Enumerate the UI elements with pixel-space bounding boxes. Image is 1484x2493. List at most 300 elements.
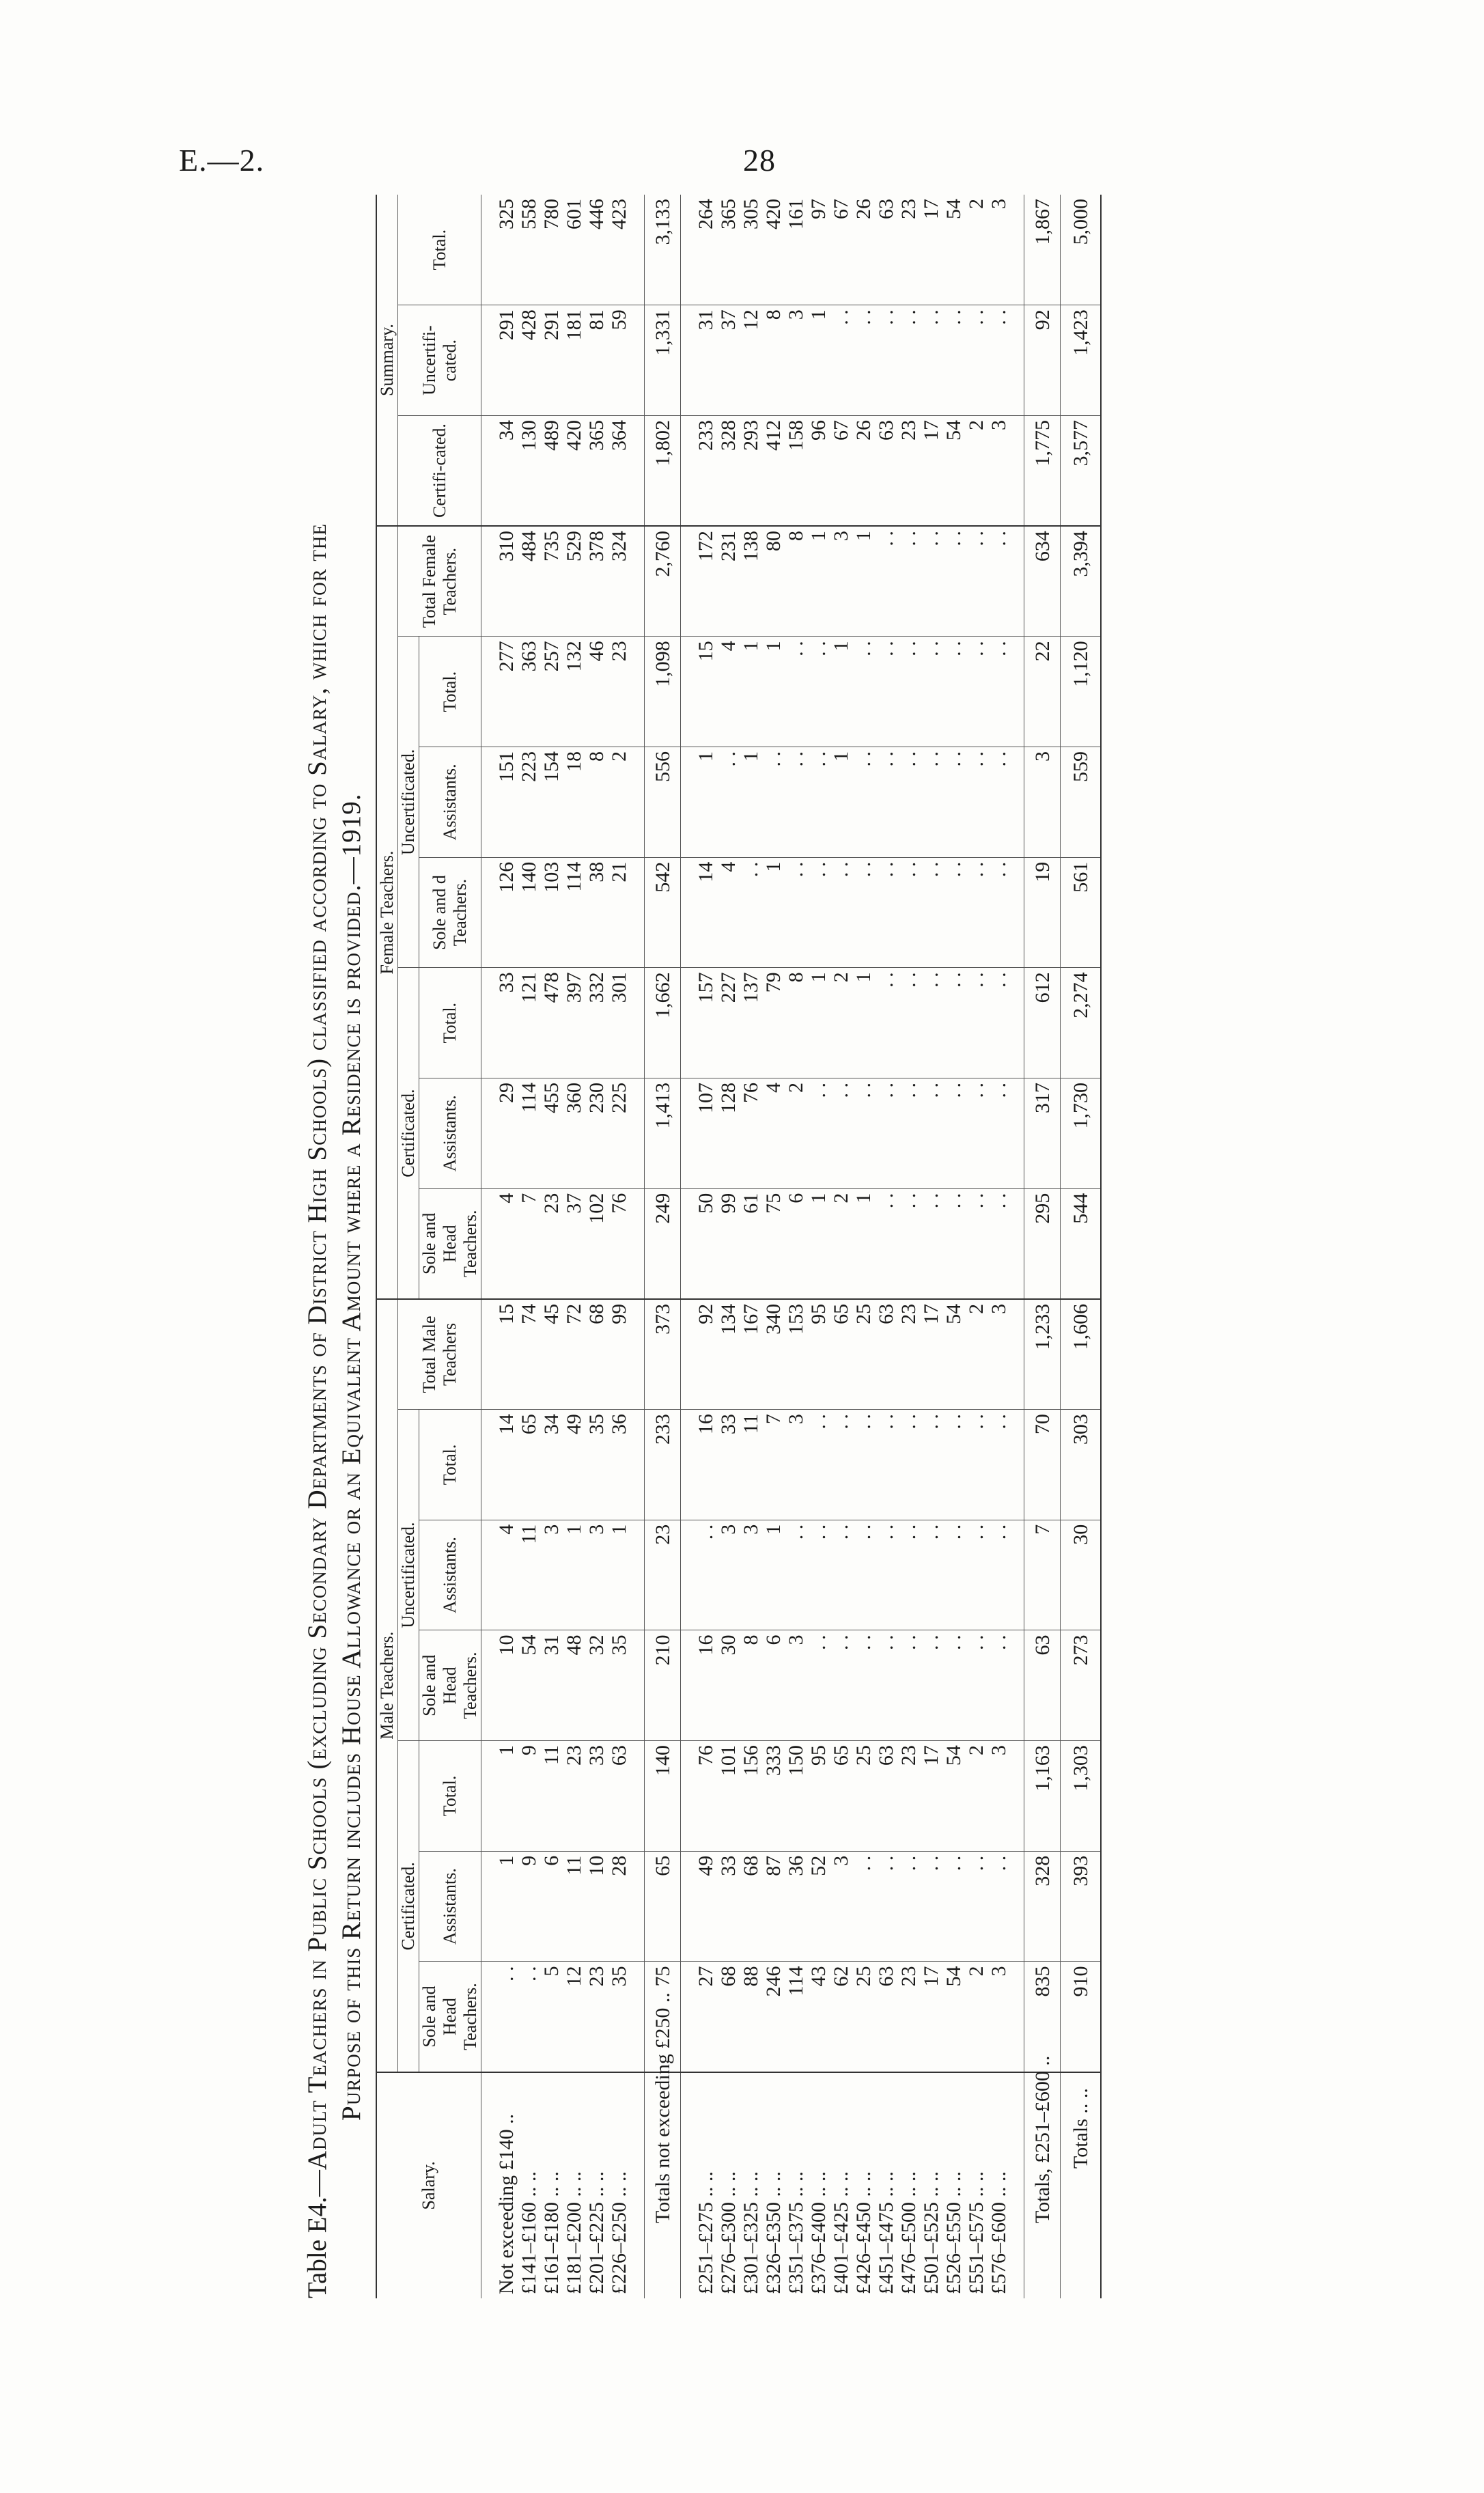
col-female-certificated: Certificated. [398, 968, 419, 1299]
table-cell: 63 [608, 1741, 630, 1852]
table-cell: . . [717, 747, 740, 858]
row-label: £326–£350 .. .. [762, 2171, 785, 2294]
table-cell: . . [988, 1851, 1010, 1962]
table-cell: 835 [1024, 1962, 1061, 2072]
table-cell: 54 [942, 1962, 965, 2072]
table-cell: 8 [785, 526, 807, 637]
table-cell: 246 [762, 1962, 785, 2072]
table-cell: . . [988, 1630, 1010, 1741]
table-cell: 1 [563, 1520, 585, 1630]
table-cell: . . [920, 637, 942, 747]
table-cell: 1,303 [1061, 1741, 1102, 1852]
row-label: £301–£325 .. .. [740, 2171, 762, 2294]
table-cell: . . [518, 1962, 540, 2072]
col-female-unc-assistants: Assistants. [419, 747, 481, 858]
table-cell: 2 [965, 1741, 988, 1852]
table-cell: . . [988, 305, 1010, 416]
table-cell: 2,274 [1061, 968, 1102, 1078]
col-female-teachers: Female Teachers. [376, 526, 398, 1299]
row-label: £226–£250 .. .. [608, 2171, 630, 2294]
table-cell: 23 [897, 1962, 920, 2072]
table-cell: 1 [608, 1520, 630, 1630]
table-cell: 81 [585, 305, 608, 416]
table-cell: 233 [645, 1410, 681, 1520]
table-cell: 63 [875, 1299, 897, 1410]
table-cell: 303 [1061, 1410, 1102, 1520]
table-cell: 76 [740, 1078, 762, 1189]
row-label: £426–£450 .. .. [852, 2171, 875, 2294]
table-cell: 23 [540, 1188, 563, 1299]
table-cell: 76 [695, 1741, 717, 1852]
table-cell: 167 [740, 1299, 762, 1410]
col-male-cert-sole-head: Sole and Head Teachers. [419, 1962, 481, 2072]
table-cell: 227 [717, 968, 740, 1078]
table-cell: 35 [608, 1962, 630, 2072]
table-cell: 63 [875, 195, 897, 305]
table-cell: 2 [965, 1962, 988, 2072]
table-cell: . . [988, 1078, 1010, 1189]
table-cell: 363 [518, 637, 540, 747]
table-cell: 1 [807, 526, 830, 637]
table-cell: 3 [785, 305, 807, 416]
table-cell: 264 [695, 195, 717, 305]
table-cell: 9 [518, 1851, 540, 1962]
table-cell: 22 [1024, 637, 1061, 747]
rotated-table-sheet [300, 195, 1209, 2298]
table-cell: 72 [563, 1299, 585, 1410]
table-cell: 1 [830, 637, 852, 747]
table-cell: 1 [807, 305, 830, 416]
table-cell: . . [942, 857, 965, 968]
caption-line-1: Adult Teachers in Public Schools (excluding Secondary Departments of District High Schools) classified according to Salary, which for the [303, 523, 332, 2171]
table-cell: 92 [695, 1299, 717, 1410]
table-cell: 3 [988, 415, 1010, 526]
table-cell: . . [988, 526, 1010, 637]
table-cell: 3 [988, 1299, 1010, 1410]
table-cell: 373 [645, 1299, 681, 1410]
table-cell: . . [875, 1851, 897, 1962]
table-cell: 273 [1061, 1630, 1102, 1741]
table-cell: 23 [897, 1299, 920, 1410]
table-cell: 36 [608, 1410, 630, 1520]
table-cell: 181 [563, 305, 585, 416]
col-male-teachers: Male Teachers. [376, 1299, 398, 2072]
table-cell: . . [920, 1410, 942, 1520]
table-cell: 1,606 [1061, 1299, 1102, 1410]
table-cell: 79 [762, 968, 785, 1078]
table-cell: 4 [762, 1078, 785, 1189]
table-cell: 61 [740, 1188, 762, 1299]
table-cell: 65 [518, 1410, 540, 1520]
table-cell: 130 [518, 415, 540, 526]
table-row [942, 195, 965, 2298]
table-cell: 378 [585, 526, 608, 637]
table-row [717, 195, 740, 2298]
table-cell: 68 [585, 1299, 608, 1410]
table-row [988, 195, 1010, 2298]
table-cell: 15 [695, 637, 717, 747]
table-cell: 54 [518, 1630, 540, 1741]
table-cell: 1,098 [645, 637, 681, 747]
table-cell: . . [897, 1410, 920, 1520]
table-cell: . . [897, 637, 920, 747]
table-row [785, 195, 807, 2298]
table-cell: 46 [585, 637, 608, 747]
col-female-unc-total: Total. [419, 637, 481, 747]
table-cell: 249 [645, 1188, 681, 1299]
table-cell: 1,730 [1061, 1078, 1102, 1189]
row-label: £376–£400 .. .. [807, 2171, 830, 2294]
row-label: £451–£475 .. .. [875, 2171, 897, 2294]
col-total-female: Total Female Teachers. [398, 526, 481, 637]
table-cell: 114 [563, 857, 585, 968]
table-cell: 30 [717, 1630, 740, 1741]
table-caption [300, 195, 369, 2298]
table-cell: 11 [740, 1410, 762, 1520]
col-male-cert-total: Total. [419, 1741, 481, 1852]
table-cell: 3 [830, 526, 852, 637]
table-cell: . . [988, 857, 1010, 968]
table-cell: . . [942, 1188, 965, 1299]
row-label: £161–£180 .. .. [540, 2171, 563, 2294]
table-cell: 63 [875, 1962, 897, 2072]
table-cell: 1,802 [645, 415, 681, 526]
table-cell: 23 [563, 1741, 585, 1852]
table-cell: 559 [1061, 747, 1102, 858]
table-cell: 561 [1061, 857, 1102, 968]
table-cell: . . [807, 747, 830, 858]
table-cell: . . [920, 1078, 942, 1189]
table-cell: 99 [608, 1299, 630, 1410]
table-row [875, 195, 897, 2298]
table-cell: . . [920, 526, 942, 637]
table-cell: 14 [695, 857, 717, 968]
table-cell: 95 [807, 1741, 830, 1852]
table-cell: 88 [740, 1962, 762, 2072]
table-cell: 4 [495, 1188, 518, 1299]
table-cell: 140 [518, 857, 540, 968]
table-cell: 158 [785, 415, 807, 526]
table-cell: 1,233 [1024, 1299, 1061, 1410]
table-cell: 3 [988, 1741, 1010, 1852]
row-label: £276–£300 .. .. [717, 2171, 740, 2294]
table-cell: 12 [563, 1962, 585, 2072]
col-total-male: Total Male Teachers [398, 1299, 481, 1410]
table-cell: 31 [695, 305, 717, 416]
table-row [852, 195, 875, 2298]
table-cell: 397 [563, 968, 585, 1078]
table-cell: 6 [785, 1188, 807, 1299]
table-cell: . . [965, 968, 988, 1078]
table-cell: 277 [495, 637, 518, 747]
table-cell: . . [875, 526, 897, 637]
table-cell: 45 [540, 1299, 563, 1410]
table-cell: 3 [740, 1520, 762, 1630]
table-cell: 2 [785, 1078, 807, 1189]
table-cell: 1 [807, 968, 830, 1078]
row-label: £251–£275 .. .. [695, 2171, 717, 2294]
table-cell: . . [897, 968, 920, 1078]
table-cell: 32 [585, 1630, 608, 1741]
table-row [495, 195, 518, 2298]
table-cell: 2 [830, 968, 852, 1078]
table-cell: 2,760 [645, 526, 681, 637]
table-cell: . . [920, 747, 942, 858]
col-summary-certificated: Certifi-cated. [398, 415, 481, 526]
table-cell: 75 [762, 1188, 785, 1299]
table-cell: . . [988, 1520, 1010, 1630]
row-label: £501–£525 .. .. [920, 2171, 942, 2294]
table-cell: 3 [585, 1520, 608, 1630]
table-cell: 28 [608, 1851, 630, 1962]
table-cell: 3 [785, 1410, 807, 1520]
table-cell: . . [875, 857, 897, 968]
table-cell: 65 [830, 1741, 852, 1852]
table-cell: 10 [585, 1851, 608, 1962]
table-cell: 3,577 [1061, 415, 1102, 526]
table-cell: 101 [717, 1741, 740, 1852]
table-cell: 1 [740, 747, 762, 858]
table-cell: 3 [1024, 747, 1061, 858]
table-cell: 30 [1061, 1520, 1102, 1630]
table-cell: 3 [988, 1962, 1010, 2072]
table-cell: 3 [988, 195, 1010, 305]
table-cell: 3 [717, 1520, 740, 1630]
col-female-uncertificated: Uncertificated. [398, 637, 419, 968]
table-cell: 29 [495, 1078, 518, 1189]
table-cell: 556 [645, 747, 681, 858]
table-cell: 1,331 [645, 305, 681, 416]
table-cell: 1,662 [645, 968, 681, 1078]
table-cell: 63 [875, 1741, 897, 1852]
table-cell: 6 [762, 1630, 785, 1741]
table-cell: 74 [518, 1299, 540, 1410]
table-cell: . . [897, 1520, 920, 1630]
table-cell: 43 [807, 1962, 830, 2072]
table-cell: . . [785, 637, 807, 747]
table-body [481, 195, 1102, 2298]
table-cell: 23 [585, 1962, 608, 2072]
table-cell: 423 [608, 195, 630, 305]
table-cell: . . [852, 857, 875, 968]
table-cell: 1 [495, 1851, 518, 1962]
table-cell: 4 [717, 637, 740, 747]
col-male-uncertificated: Uncertificated. [398, 1410, 419, 1741]
table-cell: 612 [1024, 968, 1061, 1078]
table-cell: 65 [830, 1299, 852, 1410]
table-cell: 1,413 [645, 1078, 681, 1189]
table-cell: . . [942, 968, 965, 1078]
table-cell: 7 [518, 1188, 540, 1299]
table-cell: 95 [807, 1299, 830, 1410]
table-cell: 54 [942, 195, 965, 305]
table-cell: 75 [645, 1962, 681, 2072]
table-cell: 2 [608, 747, 630, 858]
table-cell: 23 [645, 1520, 681, 1630]
row-label: £201–£225 .. .. [585, 2171, 608, 2294]
table-cell: 3 [540, 1520, 563, 1630]
table-cell: 317 [1024, 1078, 1061, 1189]
table-cell: 340 [762, 1299, 785, 1410]
table-cell: 59 [608, 305, 630, 416]
table-cell: 910 [1061, 1962, 1102, 2072]
table-cell: 161 [785, 195, 807, 305]
table-cell: 1 [852, 968, 875, 1078]
table-cell: . . [852, 1630, 875, 1741]
table-cell: 324 [608, 526, 630, 637]
table-cell: 15 [495, 1299, 518, 1410]
table-cell: 150 [785, 1741, 807, 1852]
table-cell: 121 [518, 968, 540, 1078]
table-cell: 35 [608, 1630, 630, 1741]
table-row [830, 195, 852, 2298]
table-cell: 780 [540, 195, 563, 305]
table-cell: 33 [717, 1410, 740, 1520]
table-cell: . . [920, 1630, 942, 1741]
table-cell: 233 [695, 415, 717, 526]
table-cell: 3 [830, 1851, 852, 1962]
table-cell: 420 [762, 195, 785, 305]
salary-table [376, 195, 1102, 2298]
table-cell: 1 [695, 747, 717, 858]
table-cell: . . [852, 1410, 875, 1520]
table-cell: . . [495, 1962, 518, 2072]
table-cell: . . [785, 747, 807, 858]
table-cell: . . [807, 857, 830, 968]
table-cell: 128 [717, 1078, 740, 1189]
table-cell: 25 [852, 1741, 875, 1852]
table-cell: 19 [1024, 857, 1061, 968]
table-cell: 23 [897, 1741, 920, 1852]
table-cell: . . [965, 1410, 988, 1520]
table-cell: 393 [1061, 1851, 1102, 1962]
table-cell: 529 [563, 526, 585, 637]
table-cell: 3,133 [645, 195, 681, 305]
table-cell: 735 [540, 526, 563, 637]
table-cell: . . [875, 305, 897, 416]
table-cell: 172 [695, 526, 717, 637]
table-row [563, 195, 585, 2298]
table-cell: 126 [495, 857, 518, 968]
row-label: Totals .. .. [1061, 2072, 1102, 2298]
table-cell: 6 [540, 1851, 563, 1962]
table-cell: 446 [585, 195, 608, 305]
table-cell: . . [897, 1078, 920, 1189]
table-cell: . . [942, 526, 965, 637]
table-cell: 428 [518, 305, 540, 416]
table-cell: 33 [585, 1741, 608, 1852]
table-cell: 1 [762, 1520, 785, 1630]
table-cell: 301 [608, 968, 630, 1078]
table-cell: . . [830, 1630, 852, 1741]
table-cell: . . [942, 305, 965, 416]
table-cell: . . [942, 1520, 965, 1630]
table-cell: 7 [1024, 1520, 1061, 1630]
table-row [585, 195, 608, 2298]
row-label: Not exceeding £140 .. [495, 2113, 518, 2294]
row-label: £401–£425 .. .. [830, 2171, 852, 2294]
col-female-unc-sole-head: Sole and d Teachers. [419, 857, 481, 968]
table-cell: 1 [495, 1741, 518, 1852]
table-cell: 25 [852, 1962, 875, 2072]
caption-table-number: Table E4.— [303, 2170, 332, 2298]
table-cell: 10 [495, 1630, 518, 1741]
table-cell: . . [965, 857, 988, 968]
table-cell: 5 [540, 1962, 563, 2072]
table-cell: . . [695, 1520, 717, 1630]
table-cell: 305 [740, 195, 762, 305]
table-cell: . . [988, 968, 1010, 1078]
table-cell: . . [942, 1851, 965, 1962]
table-cell: 295 [1024, 1188, 1061, 1299]
table-cell: 5,000 [1061, 195, 1102, 305]
row-label: £526–£550 .. .. [942, 2171, 965, 2294]
table-cell: 17 [920, 195, 942, 305]
table-cell: 1,163 [1024, 1741, 1061, 1852]
table-cell: . . [920, 1520, 942, 1630]
table-cell: 54 [942, 1741, 965, 1852]
col-salary: Salary. [376, 2072, 481, 2298]
table-cell: 157 [695, 968, 717, 1078]
row-label: £351–£375 .. .. [785, 2171, 807, 2294]
table-cell: . . [920, 305, 942, 416]
table-cell: . . [965, 305, 988, 416]
table-cell: 11 [518, 1520, 540, 1630]
table-cell: 3,394 [1061, 526, 1102, 637]
table-cell: 2 [965, 195, 988, 305]
table-cell: 97 [807, 195, 830, 305]
table-cell: . . [897, 1188, 920, 1299]
table-cell: . . [988, 1188, 1010, 1299]
table-cell: . . [830, 1520, 852, 1630]
table-cell: 1,120 [1061, 637, 1102, 747]
table-cell: 365 [717, 195, 740, 305]
table-cell: 9 [518, 1741, 540, 1852]
table-row [807, 195, 830, 2298]
table-cell: 25 [852, 1299, 875, 1410]
page-number: 28 [743, 143, 776, 178]
table-cell: 257 [540, 637, 563, 747]
table-cell: 1 [762, 857, 785, 968]
table-cell: 17 [920, 1299, 942, 1410]
table-cell: 87 [762, 1851, 785, 1962]
row-label: Totals, £251–£600 .. [1024, 2072, 1061, 2298]
table-cell: . . [875, 1188, 897, 1299]
table-cell: 12 [740, 305, 762, 416]
table-cell: 68 [740, 1851, 762, 1962]
table-cell: 62 [830, 1962, 852, 2072]
table-cell: 17 [920, 415, 942, 526]
table-cell: . . [807, 1630, 830, 1741]
table-cell: . . [875, 1520, 897, 1630]
table-cell: 1 [807, 1188, 830, 1299]
table-row [762, 195, 785, 2298]
table-cell: 2 [965, 1299, 988, 1410]
table-cell: 484 [518, 526, 540, 637]
table-cell: 76 [608, 1188, 630, 1299]
table-cell: 156 [740, 1741, 762, 1852]
table-cell: . . [762, 747, 785, 858]
table-cell: 38 [585, 857, 608, 968]
table-cell: 1 [762, 637, 785, 747]
table-cell: 14 [495, 1410, 518, 1520]
table-cell: 114 [518, 1078, 540, 1189]
table-cell: . . [942, 637, 965, 747]
table-cell: 68 [717, 1962, 740, 2072]
table-cell: 33 [495, 968, 518, 1078]
table-cell: 365 [585, 415, 608, 526]
table-cell: 293 [740, 415, 762, 526]
